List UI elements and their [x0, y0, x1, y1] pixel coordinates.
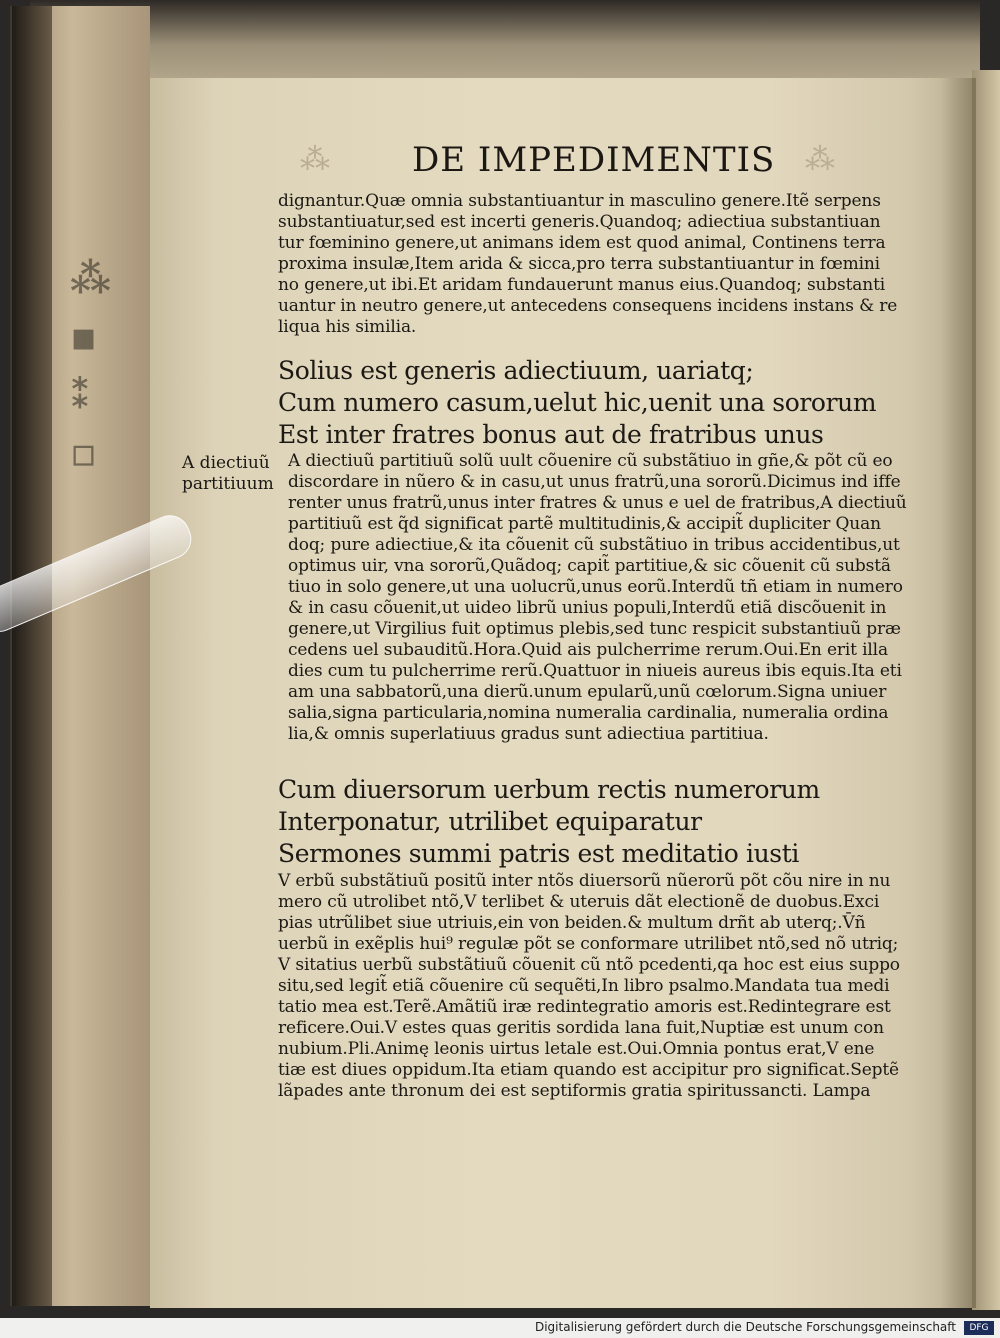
side-note: A diectiuũ partitiuum — [182, 453, 274, 494]
text-line: mero cũ utrolibet ntõ,V terlibet & uteruis dãt electionẽ de duobus.Exci — [278, 892, 880, 912]
funding-credit: Digitalisierung gefördert durch die Deutsche Forschungsgemeinschaft — [534, 1320, 956, 1334]
text-line: tur fœminino genere,ut animans idem est quod animal, Continens terra — [278, 233, 886, 253]
text-line: uantur in neutro genere,ut antecedens consequens incidens instans & re — [278, 296, 898, 316]
text-line: genere,ut Virgilius fuit optimus plebis,sed tunc respicit substantiuũ præ — [288, 619, 901, 639]
bleed-through-right: ⁂ — [805, 142, 836, 177]
text-line: dies cum tu pulcherrime rerũ.Quattuor in niueis aureus ibis equis.Ita eti — [288, 661, 902, 681]
verse-line: Est inter fratres bonus aut de fratribus unus — [278, 420, 824, 449]
text-line: doq; pure adiectiue,& ita cõuenit cũ substãtiuo in tribus accidentibus,ut — [288, 535, 900, 555]
verse-rule-1 — [278, 355, 876, 451]
text-line: am una sabbatorũ,una dierũ.unum epularũ,unũ cœlorum.Signa uniuer — [288, 682, 887, 702]
text-line: lãpades ante thronum dei est septiformis gratia spiritussancti. Lampa — [278, 1081, 871, 1101]
text-line: tiæ est diues oppidum.Ita etiam quando est accipitur pro significat.Septẽ — [278, 1060, 899, 1080]
text-line: tiuo in solo genere,ut una uolucrũ,unus eorũ.Interdũ tñ etiam in numero — [288, 577, 903, 597]
verse-line: Interponatur, utrilibet equiparatur — [278, 807, 702, 836]
text-line: situ,sed legit̃ etiã cõuenire cũ sequẽti,In libro psalmo.Mandata tua medi — [278, 976, 890, 996]
text-line: renter unus fratrũ,unus inter fratres & unus e uel de fratribus,A diectiuũ — [288, 493, 907, 513]
text-line: V erbũ substãtiuũ positũ inter ntõs diuersorũ nũerorũ põt cõu nire in nu — [278, 871, 891, 891]
facing-page-edge — [972, 70, 1000, 1310]
running-title: DE IMPEDIMENTIS — [412, 140, 776, 180]
verse-rule-2 — [278, 774, 820, 870]
page-gutter-shadow — [940, 78, 976, 1308]
text-line: pias utrũlibet siue utriuis,ein von beiden.& multum drñt ab uterq;.V̄ñ — [278, 913, 866, 933]
verse-line: Cum numero casum,uelut hic,uenit una sororum — [278, 388, 877, 417]
verse-line: Solius est generis adiectiuum, uariatq; — [278, 356, 754, 385]
text-line: & in casu cõuenit,ut uideo librũ unius populi,Interdũ etiã discõuenit in — [288, 598, 887, 618]
text-line: dignantur.Quæ omnia substantiuantur in masculino genere.Itẽ serpens — [278, 191, 881, 211]
text-line: tatio mea est.Terẽ.Amãtiũ iræ redintegratio amoris est.Redintegrare est — [278, 997, 891, 1017]
text-line: salia,signa particularia,nomina numeralia cardinalia, numeralia ordina — [288, 703, 889, 723]
text-line: proxima insulæ,Item arida & sicca,pro terra substantiuantur in fœmini — [278, 254, 880, 274]
text-block-1 — [278, 191, 897, 338]
bleed-through-ink: ⁂ ▪ ⁑ ▫ — [70, 255, 111, 476]
bleed-through-left: ⁂ — [300, 142, 331, 177]
text-line: lia,& omnis superlatiuus gradus sunt adiectiua partitiua. — [288, 724, 769, 744]
verse-line: Cum diuersorum uerbum rectis numerorum — [278, 775, 820, 804]
text-line: reficere.Oui.V estes quas geritis sordida lana fuit,Nuptiæ est unum con — [278, 1018, 884, 1038]
text-line: optimus uir, vna sororũ,Quãdoq; capit̃ partitiue,& sic cõuenit cũ substã — [288, 556, 891, 576]
text-line: discordare in nũero & in casu,ut unus fratrũ,una sororũ.Dicimus ind iffe — [288, 472, 901, 492]
text-line: no genere,ut ibi.Et aridam fundauerunt manus eius.Quandoq; substanti — [278, 275, 886, 295]
text-line: V sitatius uerbũ substãtiuũ cõuenit cũ ntõ pcedenti,qa hoc est eius suppo — [278, 955, 900, 975]
text-line: partitiuũ est q̃d significat partẽ multitudinis,& accipit̃ dupliciter Quan — [288, 514, 881, 534]
book-spine-edge — [12, 6, 52, 1306]
text-line: uerbũ in exẽplis hui⁹ regulæ põt se conformare utrilibet ntõ,sed nõ utriq; — [278, 934, 899, 954]
verse-line: Sermones summi patris est meditatio iusti — [278, 839, 799, 868]
text-line: A diectiuũ partitiuũ solũ uult cõuenire cũ substãtiuo in gñe,& põt cũ eo — [288, 451, 893, 471]
footer-bar — [0, 1318, 1000, 1338]
text-block-3 — [278, 871, 900, 1102]
text-line: substantiuatur,sed est incerti generis.Quandoq; adiectiua substantiuan — [278, 212, 881, 232]
text-line: cedens uel subauditũ.Hora.Quid ais pulcherrime rerum.Oui.En erit illa — [288, 640, 888, 660]
text-line: liqua his similia. — [278, 317, 417, 337]
text-block-2 — [288, 451, 907, 745]
dfg-logo: DFG — [964, 1321, 994, 1335]
text-line: nubium.Pli.Animę leonis uirtus letale est.Oui.Omnia pontus erat,V ene — [278, 1039, 875, 1059]
